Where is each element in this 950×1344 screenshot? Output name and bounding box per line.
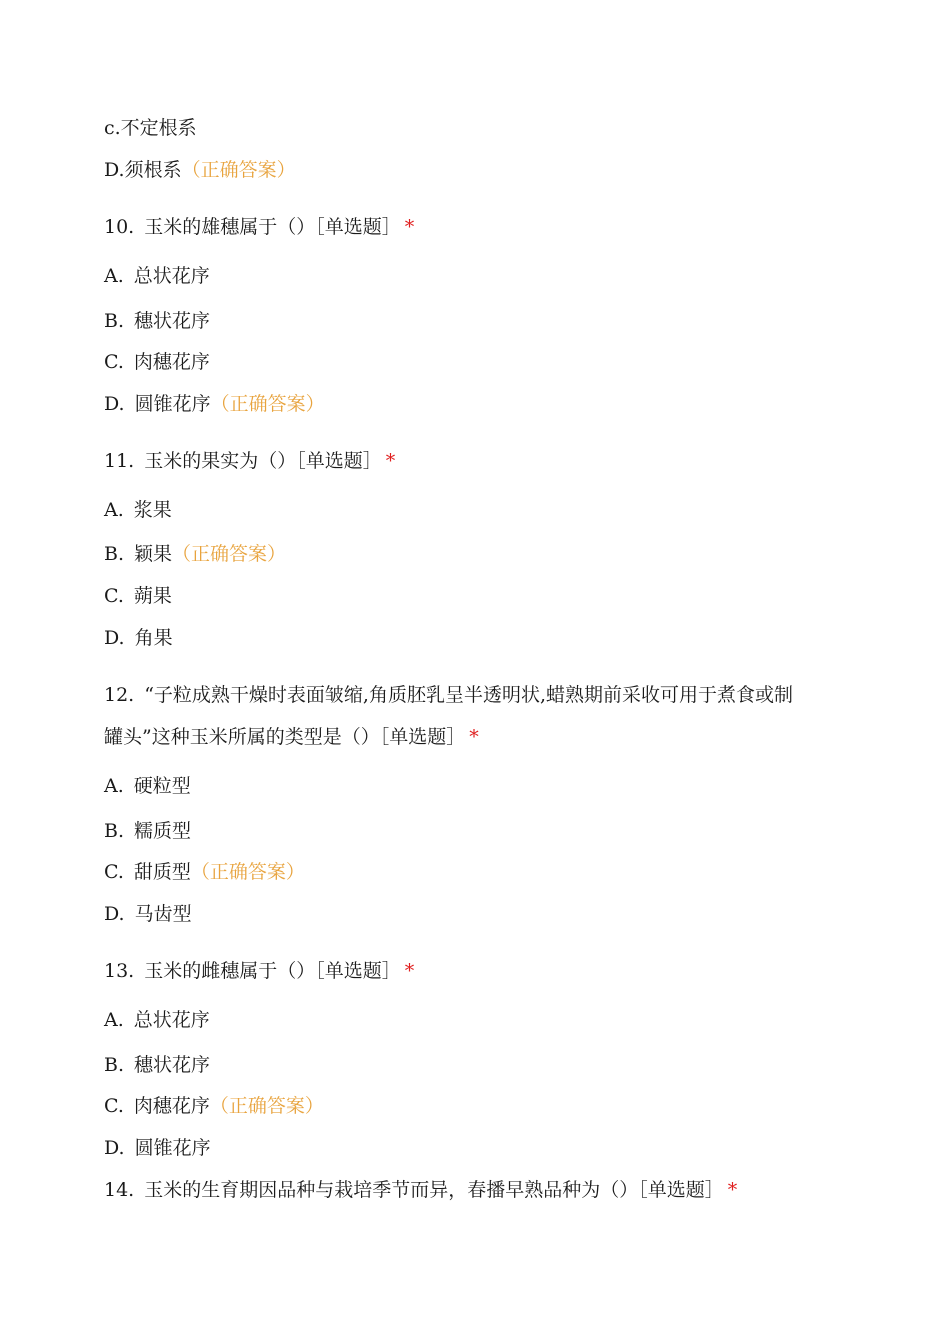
option-key: C. bbox=[104, 861, 124, 883]
q13-option-c bbox=[104, 1093, 324, 1119]
option-text: 肉穗花序 bbox=[133, 351, 210, 373]
q12-option-c bbox=[104, 859, 305, 885]
option-text: 圆锥花序 bbox=[134, 1137, 211, 1159]
q11-option-a bbox=[104, 497, 172, 523]
option-text: 颖果 bbox=[134, 543, 173, 565]
q13-option-d bbox=[104, 1135, 211, 1161]
option-text: 圆锥花序 bbox=[134, 393, 211, 415]
option-text: 总状花序 bbox=[133, 265, 210, 287]
option-key: B. bbox=[104, 310, 125, 332]
option-text: 马齿型 bbox=[134, 903, 192, 925]
question-10 bbox=[104, 214, 414, 240]
required-star: * bbox=[404, 960, 415, 982]
option-key: D. bbox=[104, 393, 125, 415]
option-key: C. bbox=[104, 585, 124, 607]
option-key: B. bbox=[104, 1054, 125, 1076]
q11-option-c bbox=[104, 583, 172, 609]
option-d bbox=[104, 157, 296, 183]
question-14 bbox=[104, 1177, 737, 1203]
option-key: D. bbox=[104, 627, 125, 649]
option-text: 甜质型 bbox=[133, 861, 191, 883]
question-number: 10. bbox=[104, 216, 135, 238]
required-star: * bbox=[469, 726, 479, 748]
q11-option-d bbox=[104, 625, 173, 651]
q11-option-b bbox=[104, 541, 286, 567]
option-text: 总状花序 bbox=[133, 1009, 210, 1031]
option-c bbox=[104, 115, 197, 141]
q10-option-d bbox=[104, 391, 325, 417]
option-key: C. bbox=[104, 351, 124, 373]
q12-option-d bbox=[104, 901, 192, 927]
question-text: 玉米的生育期因品种与栽培季节而异，春播早熟品种为（）［单选题］ bbox=[144, 1179, 724, 1201]
option-key: D. bbox=[104, 903, 125, 925]
q10-option-c bbox=[104, 349, 210, 375]
correct-answer-label: （正确答案） bbox=[181, 159, 296, 181]
question-13 bbox=[104, 958, 414, 984]
question-11 bbox=[104, 448, 395, 474]
option-key: A. bbox=[104, 499, 124, 521]
option-text: D.须根系 bbox=[104, 159, 182, 181]
option-text: 角果 bbox=[134, 627, 173, 649]
option-text: 浆果 bbox=[133, 499, 172, 521]
question-text: 玉米的雌穗属于（）［单选题］ bbox=[144, 960, 401, 982]
option-key: A. bbox=[104, 775, 124, 797]
option-text: 穗状花序 bbox=[134, 310, 211, 332]
option-key: B. bbox=[104, 543, 125, 565]
option-key: D. bbox=[104, 1137, 125, 1159]
question-text: 玉米的果实为（）［单选题］ bbox=[144, 450, 382, 472]
option-key: A. bbox=[104, 265, 124, 287]
correct-answer-label: （正确答案） bbox=[172, 543, 287, 565]
question-number: 13. bbox=[104, 960, 135, 982]
question-number: 14. bbox=[104, 1179, 135, 1201]
option-text: 糯质型 bbox=[134, 820, 192, 842]
option-key: A. bbox=[104, 1009, 124, 1031]
q12-option-b bbox=[104, 818, 191, 844]
q13-option-b bbox=[104, 1052, 210, 1078]
option-text: 蒴果 bbox=[133, 585, 172, 607]
correct-answer-label: （正确答案） bbox=[209, 1095, 324, 1117]
question-12-continued bbox=[104, 724, 479, 750]
option-key: B. bbox=[104, 820, 125, 842]
q10-option-b bbox=[104, 308, 210, 334]
option-text: c.不定根系 bbox=[104, 117, 197, 139]
question-text: 玉米的雄穗属于（）［单选题］ bbox=[144, 216, 401, 238]
option-text: 硬粒型 bbox=[133, 775, 191, 797]
option-text: 肉穗花序 bbox=[133, 1095, 210, 1117]
question-text-line2: 罐头”这种玉米所属的类型是（）［单选题］ bbox=[104, 726, 466, 748]
required-star: * bbox=[727, 1179, 738, 1201]
question-text-line1: “子粒成熟干燥时表面皱缩,角质胚乳呈半透明状,蜡熟期前采收可用于煮食或制 bbox=[144, 684, 794, 706]
correct-answer-label: （正确答案） bbox=[210, 393, 325, 415]
required-star: * bbox=[385, 450, 396, 472]
q13-option-a bbox=[104, 1007, 210, 1033]
required-star: * bbox=[404, 216, 415, 238]
question-number: 11. bbox=[104, 450, 135, 472]
option-key: C. bbox=[104, 1095, 124, 1117]
correct-answer-label: （正确答案） bbox=[190, 861, 305, 883]
q12-option-a bbox=[104, 773, 191, 799]
q10-option-a bbox=[104, 263, 210, 289]
question-number: 12. bbox=[104, 684, 135, 706]
option-text: 穗状花序 bbox=[134, 1054, 211, 1076]
question-12 bbox=[104, 682, 793, 708]
